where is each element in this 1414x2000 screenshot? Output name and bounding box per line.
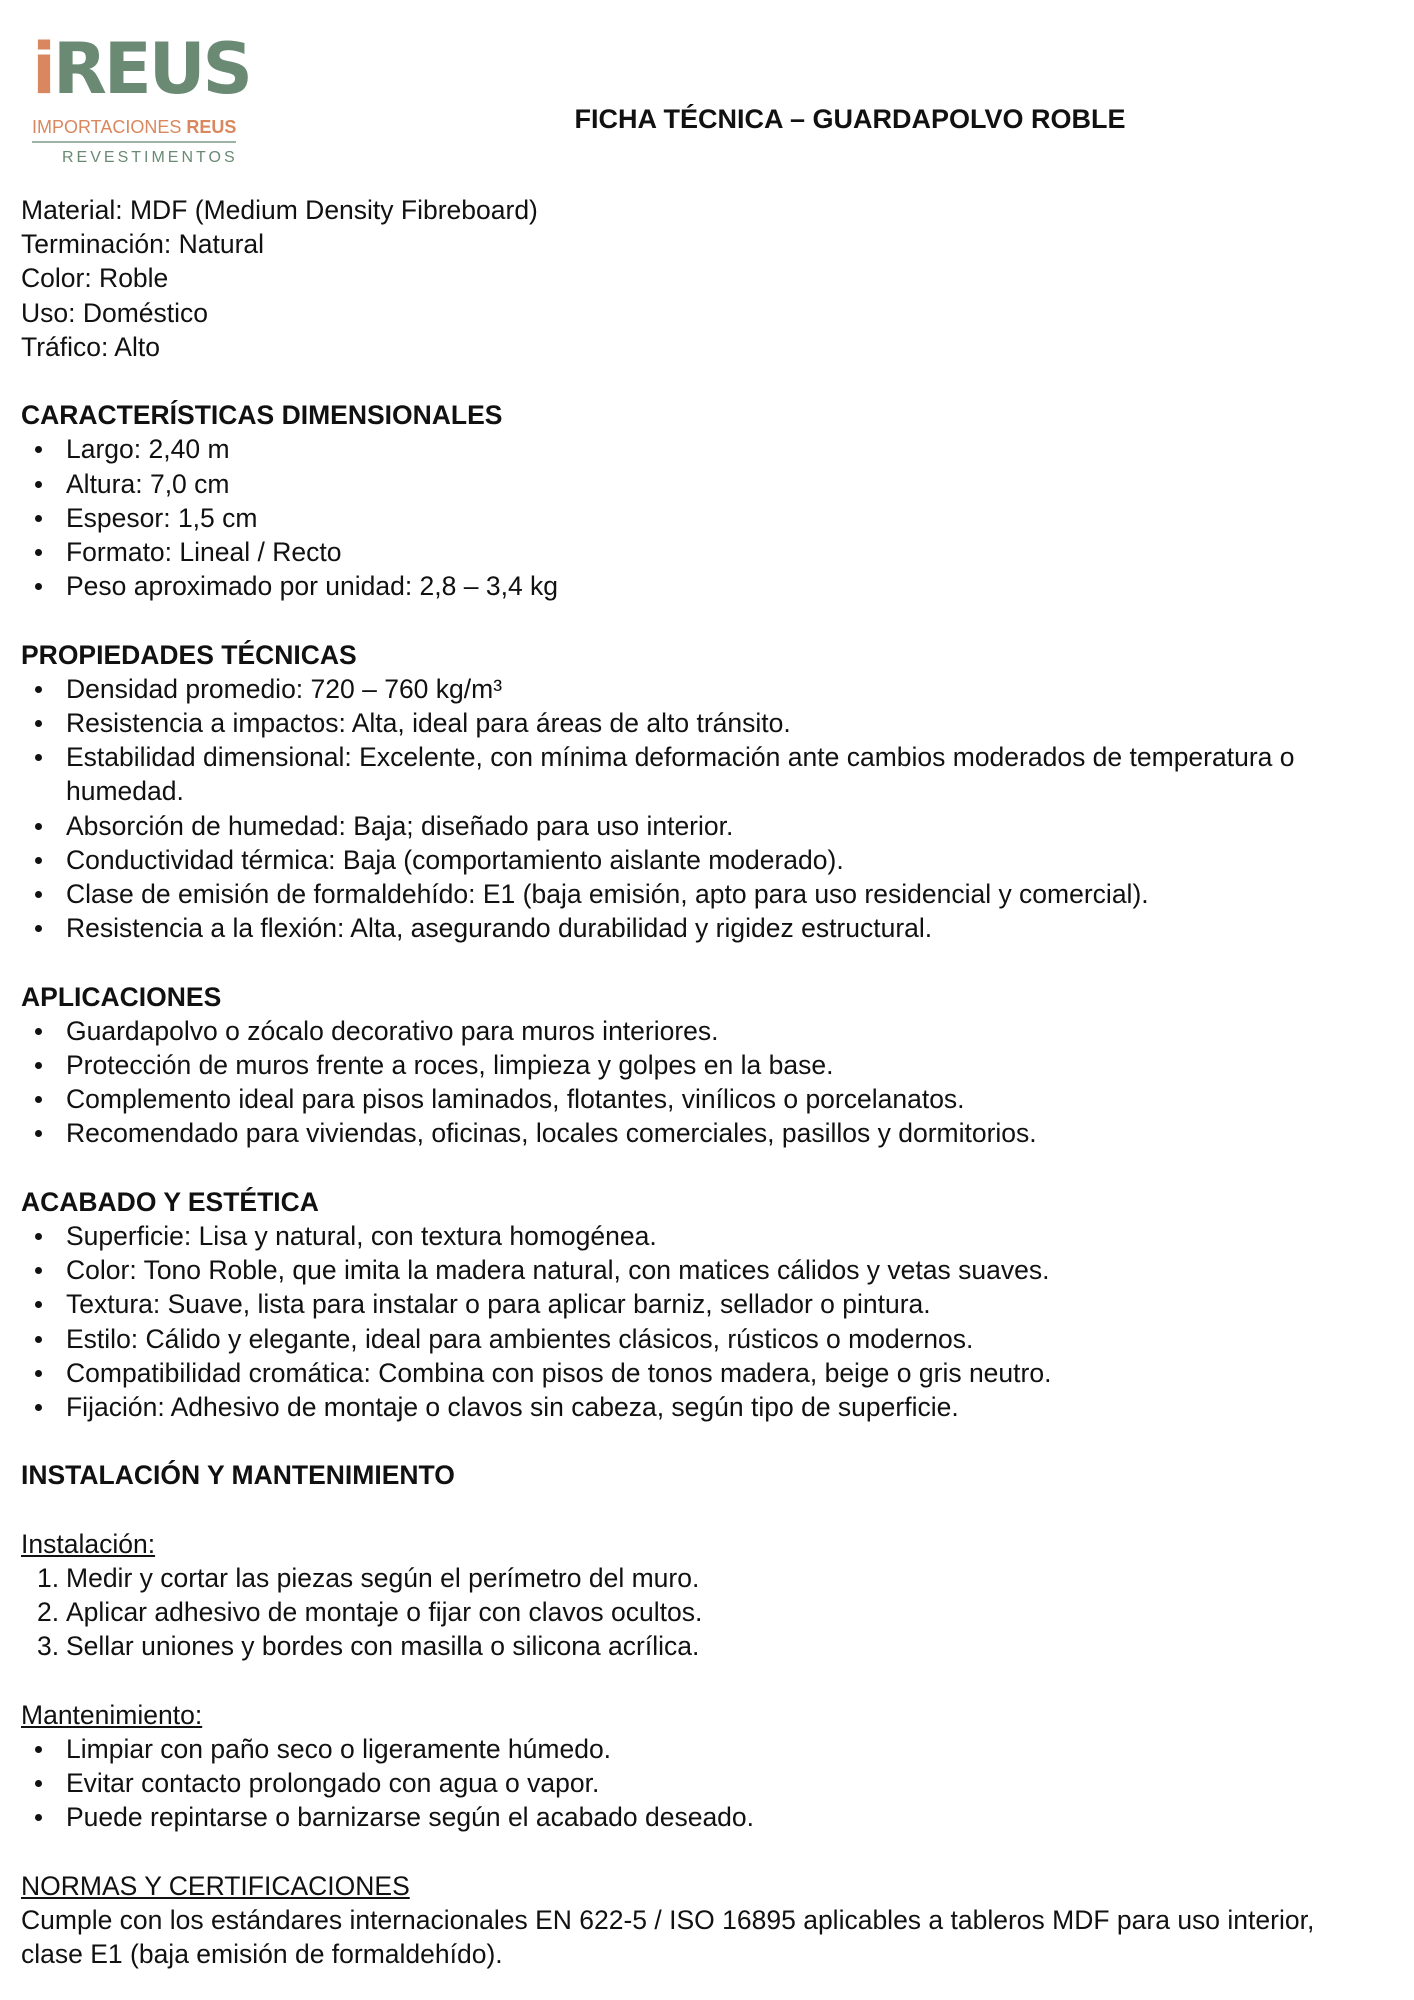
section-heading-finish: ACABADO Y ESTÉTICA — [21, 1186, 319, 1217]
list-item: Evitar contacto prolongado con agua o vapor. — [21, 1766, 1361, 1800]
list-item: Complemento ideal para pisos laminados, flotantes, vinílicos o porcelanatos. — [21, 1082, 1361, 1116]
list-item: Estilo: Cálido y elegante, ideal para ambientes clásicos, rústicos o modernos. — [21, 1322, 1361, 1356]
list-item: Color: Tono Roble, que imita la madera natural, con matices cálidos y vetas suaves. — [21, 1253, 1361, 1287]
section-heading-technical: PROPIEDADES TÉCNICAS — [21, 639, 357, 670]
document-body — [21, 193, 1361, 1971]
spec-traffic: Tráfico: Alto — [21, 331, 160, 362]
section-heading-installation: INSTALACIÓN Y MANTENIMIENTO — [21, 1460, 455, 1491]
finish-list — [21, 1219, 1361, 1424]
list-item: Densidad promedio: 720 – 760 kg/m³ — [21, 672, 1361, 706]
maintenance-list — [21, 1732, 1361, 1835]
list-item: Espesor: 1,5 cm — [21, 501, 1361, 535]
list-item: Resistencia a impactos: Alta, ideal para áreas de alto tránsito. — [21, 706, 1361, 740]
section-heading-norms: NORMAS Y CERTIFICACIONES — [21, 1870, 410, 1901]
list-item: Fijación: Adhesivo de montaje o clavos sin cabeza, según tipo de superficie. — [21, 1390, 1361, 1424]
list-item: Puede repintarse o barnizarse según el acabado deseado. — [21, 1800, 1361, 1834]
installation-label: Instalación: — [21, 1528, 156, 1559]
spec-list — [21, 193, 1361, 364]
list-item: 1. Medir y cortar las piezas según el perímetro del muro. — [37, 1563, 700, 1594]
list-item: 2. Aplicar adhesivo de montaje o fijar con clavos ocultos. — [37, 1597, 703, 1628]
list-item: Largo: 2,40 m — [21, 432, 1361, 466]
section-heading-applications: APLICACIONES — [21, 981, 222, 1012]
logo-wordmark: iREUS — [32, 28, 250, 110]
list-item: Resistencia a la flexión: Alta, asegurando durabilidad y rigidez estructural. — [21, 911, 1361, 945]
dimensional-list — [21, 432, 1361, 603]
list-item: Limpiar con paño seco o ligeramente húmedo. — [21, 1732, 1361, 1766]
list-item: Textura: Suave, lista para instalar o para aplicar barniz, sellador o pintura. — [21, 1287, 1361, 1321]
list-item: Conductividad térmica: Baja (comportamiento aislante moderado). — [21, 843, 1361, 877]
list-item: Peso aproximado por unidad: 2,8 – 3,4 kg — [21, 569, 1361, 603]
list-item: Estabilidad dimensional: Excelente, con mínima deformación ante cambios moderados de temperatura o humedad. — [21, 740, 1361, 808]
maintenance-label: Mantenimiento: — [21, 1699, 203, 1730]
applications-list — [21, 1014, 1361, 1151]
list-item: Protección de muros frente a roces, limpieza y golpes en la base. — [21, 1048, 1361, 1082]
list-item: Absorción de humedad: Baja; diseñado para uso interior. — [21, 809, 1361, 843]
spec-finish: Terminación: Natural — [21, 229, 265, 260]
spec-use: Uso: Doméstico — [21, 297, 209, 328]
page-title: FICHA TÉCNICA – GUARDAPOLVO ROBLE — [574, 104, 1126, 134]
list-item: Guardapolvo o zócalo decorativo para muros interiores. — [21, 1014, 1361, 1048]
logo-subtitle: IMPORTACIONES REUS — [32, 116, 236, 143]
list-item: Altura: 7,0 cm — [21, 467, 1361, 501]
section-heading-dimensional: CARACTERÍSTICAS DIMENSIONALES — [21, 400, 503, 431]
spec-color: Color: Roble — [21, 263, 169, 294]
list-item: Formato: Lineal / Recto — [21, 535, 1361, 569]
company-logo — [32, 26, 282, 168]
list-item: Recomendado para viviendas, oficinas, locales comerciales, pasillos y dormitorios. — [21, 1116, 1361, 1150]
spec-material: Material: MDF (Medium Density Fibreboard) — [21, 195, 538, 225]
list-item: Compatibilidad cromática: Combina con pisos de tonos madera, beige o gris neutro. — [21, 1356, 1361, 1390]
list-item: Superficie: Lisa y natural, con textura homogénea. — [21, 1219, 1361, 1253]
list-item: 3. Sellar uniones y bordes con masilla o silicona acrílica. — [37, 1631, 700, 1662]
list-item: Clase de emisión de formaldehído: E1 (baja emisión, apto para uso residencial y comercial). — [21, 877, 1361, 911]
logo-tagline: REVESTIMENTOS — [62, 149, 238, 166]
installation-steps — [21, 1561, 1361, 1664]
technical-list — [21, 672, 1361, 946]
norms-text: Cumple con los estándares internacionales EN 622-5 / ISO 16895 aplicables a tableros MDF para uso interior, clase E1 (baja emisión de formaldehído). — [21, 1905, 1315, 1970]
